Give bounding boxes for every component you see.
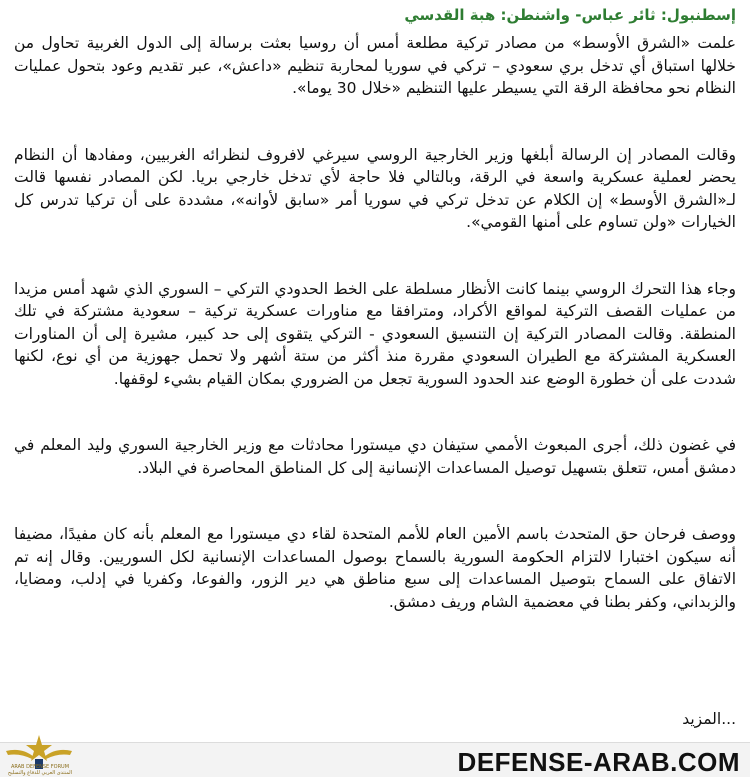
article-paragraph: علمت «الشرق الأوسط» من مصادر تركية مطلعة أمس أن روسيا بعثت برسالة إلى الدول الغربية تحاول من خلالها استباق أي تدخل بري سعودي – تركي في سوريا لمحاربة تنظيم «داعش»، عبر تقديم وعود بتحول عمليات النظام نحو محافظة الرقة التي يسيطر عليها التنظيم «خلال 30 يوما». (14, 34, 736, 97)
read-more-link[interactable]: ...المزيد (682, 710, 736, 728)
article-paragraph: وجاء هذا التحرك الروسي بينما كانت الأنظار مسلطة على الخط الحدودي التركي – السوري الذي شهد أمس مزيدا من عمليات القصف التركية لمواقع الأكراد، ومترافقا مع مناورات عسكرية تركية – سعودية مشتركة في تلك المنطقة. وقالت المصادر التركية إن التنسيق السعودي - التركي يتقوى إلى حد كبير، مشيرة إلى أن المناورات العسكرية المشتركة مع الطيران السعودي مقررة منذ أكثر من ستة أشهر ولا تحمل جهوزية من أي نوع، لكنها شددت على أن خطورة الوضع عند الحدود السورية تجعل من الضروري بمكان القيام بشيء لوقفها. (14, 279, 736, 388)
logo-caption-en: ARAB DEFENSE FORUM (10, 764, 70, 770)
watermark-site-url: DEFENSE-ARAB.COM (457, 747, 740, 777)
article-paragraph: في غضون ذلك، أجرى المبعوث الأممي ستيفان دي ميستورا محادثات مع وزير الخارجية السوري وليد المعلم في دمشق أمس، تتعلق بتسهيل توصيل المساعدات الإنسانية إلى كل المناطق المحاصرة في البلاد. (14, 436, 736, 477)
logo-caption (2, 764, 78, 776)
article-byline: إسطنبول: ثائر عباس- واشنطن: هبة القدسي (404, 6, 736, 24)
watermark-bar (0, 742, 750, 777)
logo-caption-ar: المنتدى العربي للدفاع والتسليح (7, 770, 73, 776)
article-paragraph: وقالت المصادر إن الرسالة أبلغها وزير الخارجية الروسي سيرغي لافروف لنظرائه الغربيين، ومفادها أن النظام يحضر لعملية عسكرية واسعة في الرقة، وبالتالي فلا حاجة لأي تدخل خارجي بريا. لكن المصادر نفسها قالت لـ«الشرق الأوسط» إن الكلام عن تدخل تركي في سوريا أمر «سابق لأوانه»، مشددة على أن تركيا تدرس كل الخيارات «ولن تساوم على أمنها القومي». (14, 145, 736, 231)
article-paragraph: ووصف فرحان حق المتحدث باسم الأمين العام للأمم المتحدة لقاء دي ميستورا مع المعلم بأنه كان مفيدًا، مضيفا أنه سيكون اختبارا لالتزام الحكومة السورية بالسماح بوصول المساعدات الإنسانية لكل السوريين. وقال إنه تم الاتفاق على السماح بتوصيل المساعدات إلى سبع مناطق هي دير الزور، والفوعا، وكفريا في إدلب، ومضايا، والزبداني، وكفر بطنا في معضمية الشام وريف دمشق. (14, 525, 736, 611)
